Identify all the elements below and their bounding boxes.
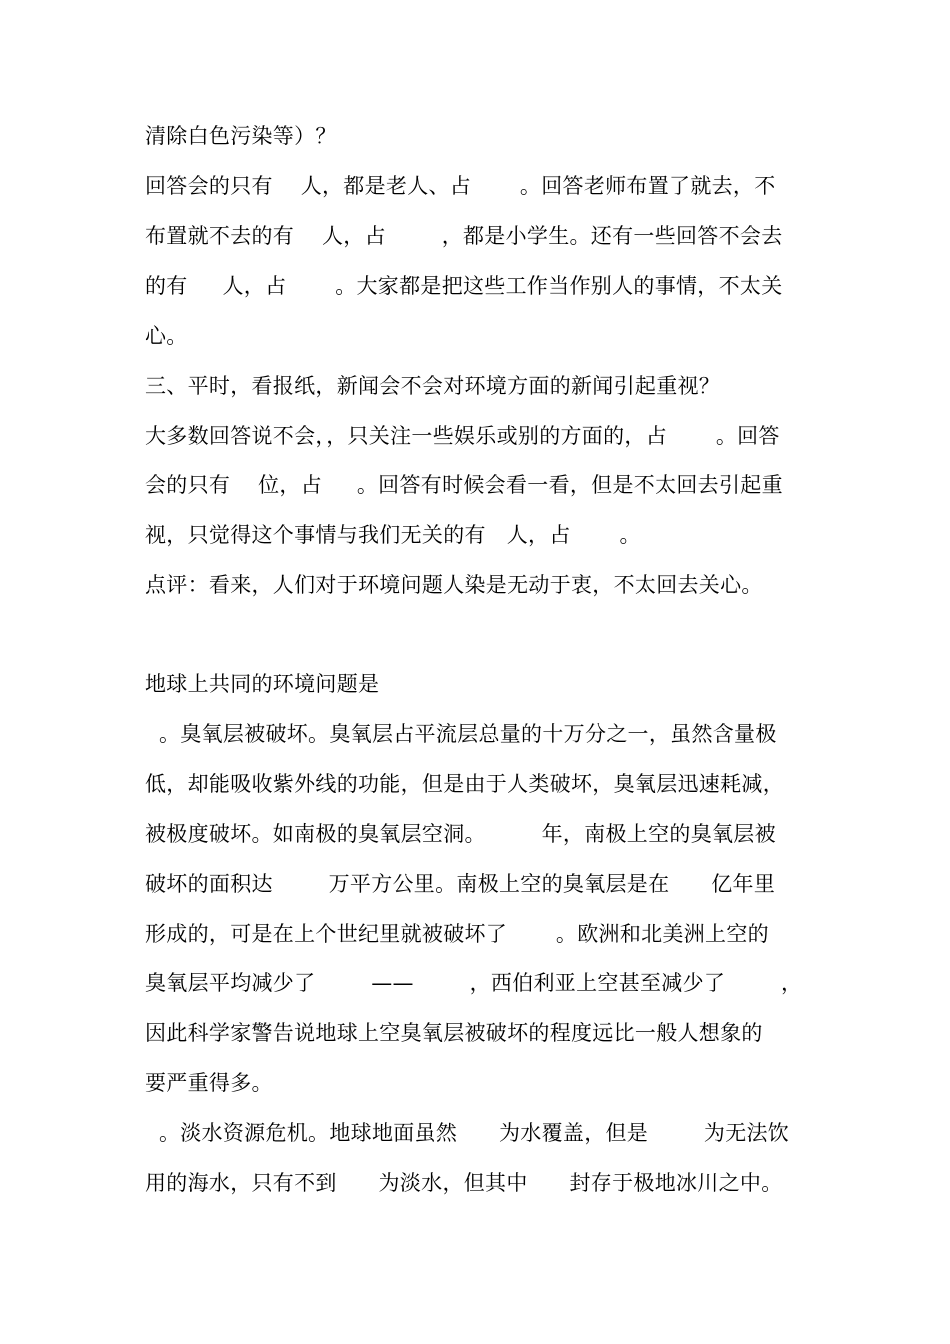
text-line: 形成的，可是在上个世纪里就被破坏了 。欧洲和北美洲上空的	[145, 922, 769, 946]
text-line: 布置就不去的有 人，占 ，都是小学生。还有一些回答不会去	[145, 224, 783, 248]
text-line: 。臭氧层被破坏。臭氧层占平流层总量的十万分之一，虽然含量极	[145, 722, 777, 746]
text-line: 破坏的面积达 万平方公里。南极上空的臭氧层是在 亿年里	[145, 872, 776, 896]
text-line: 视，只觉得这个事情与我们无关的有 人，占 。	[145, 523, 641, 547]
text-line: 会的只有 位，占 。回答有时候会看一看，但是不太回去引起重	[145, 473, 783, 497]
text-line: 。淡水资源危机。地球地面虽然 为水覆盖，但是 为无法饮	[145, 1121, 790, 1145]
text-line: 因此科学家警告说地球上空臭氧层被破坏的程度远比一般人想象的	[145, 1021, 763, 1045]
text-line: 的有 人，占 。大家都是把这些工作当作别人的事情，不太关	[145, 274, 783, 298]
section-heading: 地球上共同的环境问题是	[145, 672, 380, 696]
comment-line: 点评：看来，人们对于环境问题人染是无动于衷，不太回去关心。	[145, 573, 763, 597]
text-line: 用的海水，只有不到 为淡水，但其中 封存于极地冰川之中。	[145, 1171, 783, 1195]
text-line: 大多数回答说不会，，只关注一些娱乐或别的方面的，占 。回答	[145, 424, 780, 448]
text-line: 清除白色污染等）？	[145, 124, 337, 148]
text-line: 心。	[145, 324, 188, 348]
text-line: 低，却能吸收紫外线的功能，但是由于人类破坏，臭氧层迅速耗减，	[145, 772, 784, 796]
section-heading: 三、平时，看报纸，新闻会不会对环境方面的新闻引起重视？	[145, 374, 721, 398]
text-line: 臭氧层平均减少了 —— ，西伯利亚上空甚至减少了 ，	[145, 971, 803, 995]
text-line: 回答会的只有 人，都是老人、占 。回答老师布置了就去，不	[145, 174, 776, 198]
text-line: 被极度破坏。如南极的臭氧层空洞。 年，南极上空的臭氧层被	[145, 822, 776, 846]
text-line: 要严重得多。	[145, 1071, 273, 1095]
